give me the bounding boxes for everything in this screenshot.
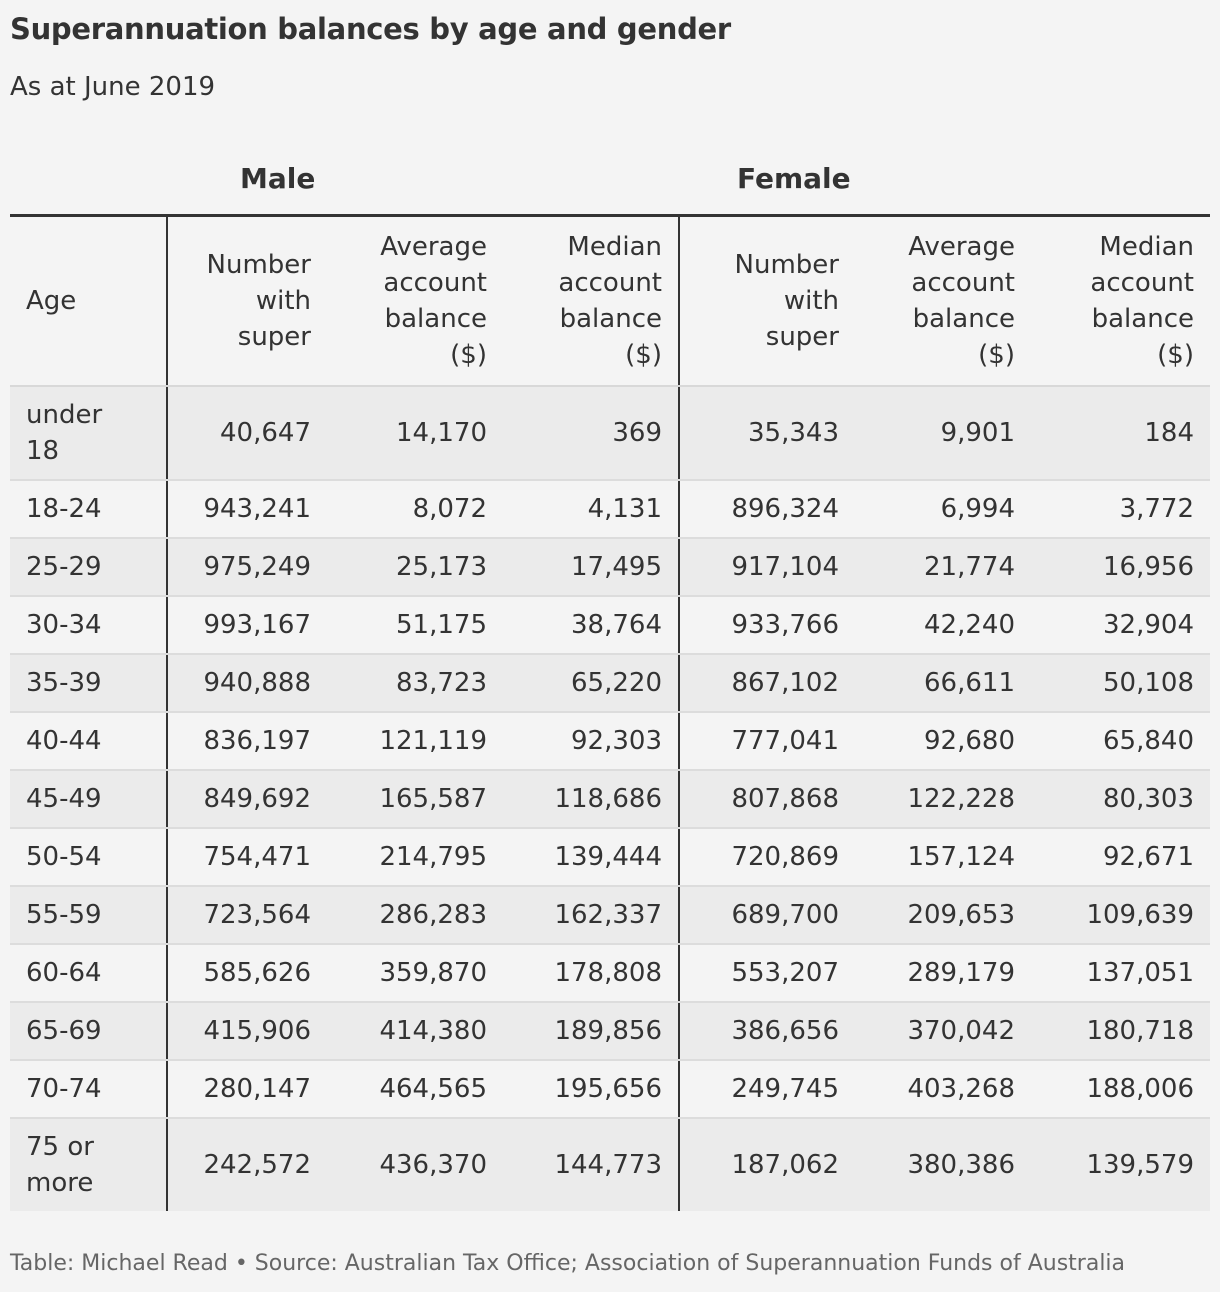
cell-female-number: 933,766 [679,596,855,654]
cell-male-average: 25,173 [327,538,503,596]
table-row [10,712,1210,770]
cell-female-average: 157,124 [855,828,1031,886]
table-row [10,1002,1210,1060]
cell-male-median: 195,656 [503,1060,679,1118]
table-row [10,480,1210,538]
cell-female-median: 188,006 [1031,1060,1210,1118]
cell-age: 45-49 [10,770,167,828]
cell-male-median: 189,856 [503,1002,679,1060]
cell-female-number: 553,207 [679,944,855,1002]
cell-age: 55-59 [10,886,167,944]
cell-male-average: 414,380 [327,1002,503,1060]
cell-male-median: 38,764 [503,596,679,654]
cell-male-median: 4,131 [503,480,679,538]
cell-female-median: 180,718 [1031,1002,1210,1060]
table-row [10,596,1210,654]
cell-male-median: 178,808 [503,944,679,1002]
cell-male-number: 849,692 [167,770,327,828]
column-header-label: Average account balance ($) [908,232,1015,370]
column-header-age: Age [10,216,167,387]
cell-age: 50-54 [10,828,167,886]
cell-age: 60-64 [10,944,167,1002]
cell-age-label: under 18 [26,400,103,466]
column-header-female-average [855,216,1031,387]
cell-male-median: 369 [503,386,679,480]
cell-male-average: 8,072 [327,480,503,538]
cell-female-median: 184 [1031,386,1210,480]
cell-female-median: 3,772 [1031,480,1210,538]
cell-male-number: 280,147 [167,1060,327,1118]
group-header-female: Female [737,162,851,195]
cell-age: 18-24 [10,480,167,538]
cell-male-average: 165,587 [327,770,503,828]
table-subtitle: As at June 2019 [10,72,216,102]
cell-female-average: 380,386 [855,1118,1031,1211]
table-header-row [10,216,1210,387]
column-header-male-average [327,216,503,387]
cell-female-average: 122,228 [855,770,1031,828]
cell-female-median: 92,671 [1031,828,1210,886]
cell-male-number: 993,167 [167,596,327,654]
cell-age [10,386,167,480]
cell-female-median: 109,639 [1031,886,1210,944]
table-row [10,886,1210,944]
table-title: Superannuation balances by age and gender [10,12,731,46]
column-header-label: Median account balance ($) [1090,232,1194,370]
cell-female-average: 66,611 [855,654,1031,712]
cell-male-average: 286,283 [327,886,503,944]
cell-female-number: 386,656 [679,1002,855,1060]
cell-age: 70-74 [10,1060,167,1118]
cell-male-average: 359,870 [327,944,503,1002]
cell-female-median: 50,108 [1031,654,1210,712]
cell-age: 40-44 [10,712,167,770]
cell-male-number: 754,471 [167,828,327,886]
cell-age-label: 75 or more [26,1132,94,1198]
cell-female-median: 137,051 [1031,944,1210,1002]
cell-age [10,1118,167,1211]
cell-male-number: 943,241 [167,480,327,538]
column-header-label: Average account balance ($) [380,232,487,370]
cell-female-median: 139,579 [1031,1118,1210,1211]
cell-male-number: 723,564 [167,886,327,944]
table-row [10,944,1210,1002]
cell-female-median: 32,904 [1031,596,1210,654]
cell-age: 25-29 [10,538,167,596]
cell-female-median: 16,956 [1031,538,1210,596]
cell-male-number: 40,647 [167,386,327,480]
cell-male-average: 51,175 [327,596,503,654]
cell-female-number: 867,102 [679,654,855,712]
cell-female-number: 917,104 [679,538,855,596]
cell-male-median: 139,444 [503,828,679,886]
cell-female-number: 807,868 [679,770,855,828]
table-row [10,828,1210,886]
table-row [10,770,1210,828]
cell-male-number: 242,572 [167,1118,327,1211]
cell-female-average: 403,268 [855,1060,1031,1118]
cell-female-average: 289,179 [855,944,1031,1002]
cell-male-number: 940,888 [167,654,327,712]
cell-female-average: 6,994 [855,480,1031,538]
source-credit: Table: Michael Read • Source: Australian Tax Office; Association of Superannuation Funds of Australia [10,1251,1126,1276]
table-row [10,386,1210,480]
column-header-female-median [1031,216,1210,387]
column-header-male-median [503,216,679,387]
cell-male-number: 415,906 [167,1002,327,1060]
table-row [10,1060,1210,1118]
cell-male-median: 118,686 [503,770,679,828]
cell-age: 30-34 [10,596,167,654]
cell-female-median: 80,303 [1031,770,1210,828]
cell-male-number: 585,626 [167,944,327,1002]
cell-female-number: 777,041 [679,712,855,770]
cell-male-average: 14,170 [327,386,503,480]
cell-female-number: 689,700 [679,886,855,944]
cell-female-number: 896,324 [679,480,855,538]
table-row [10,654,1210,712]
cell-male-average: 436,370 [327,1118,503,1211]
cell-male-median: 17,495 [503,538,679,596]
cell-female-average: 9,901 [855,386,1031,480]
cell-male-median: 144,773 [503,1118,679,1211]
cell-male-average: 83,723 [327,654,503,712]
cell-male-average: 464,565 [327,1060,503,1118]
superannuation-table [10,214,1210,1211]
cell-female-average: 42,240 [855,596,1031,654]
cell-age: 65-69 [10,1002,167,1060]
cell-male-average: 121,119 [327,712,503,770]
cell-male-average: 214,795 [327,828,503,886]
column-header-label: Number with super [734,250,839,352]
column-header-male-number [167,216,327,387]
column-header-label: Median account balance ($) [558,232,662,370]
group-header-male: Male [240,162,316,195]
table-row [10,1118,1210,1211]
cell-female-average: 21,774 [855,538,1031,596]
cell-female-average: 209,653 [855,886,1031,944]
column-header-label: Number with super [206,250,311,352]
cell-male-number: 836,197 [167,712,327,770]
cell-male-median: 162,337 [503,886,679,944]
cell-age: 35-39 [10,654,167,712]
cell-female-number: 720,869 [679,828,855,886]
cell-female-median: 65,840 [1031,712,1210,770]
cell-female-average: 370,042 [855,1002,1031,1060]
cell-female-number: 35,343 [679,386,855,480]
column-header-female-number [679,216,855,387]
cell-male-median: 65,220 [503,654,679,712]
cell-female-number: 249,745 [679,1060,855,1118]
cell-female-number: 187,062 [679,1118,855,1211]
cell-female-average: 92,680 [855,712,1031,770]
cell-male-median: 92,303 [503,712,679,770]
cell-male-number: 975,249 [167,538,327,596]
table-row [10,538,1210,596]
